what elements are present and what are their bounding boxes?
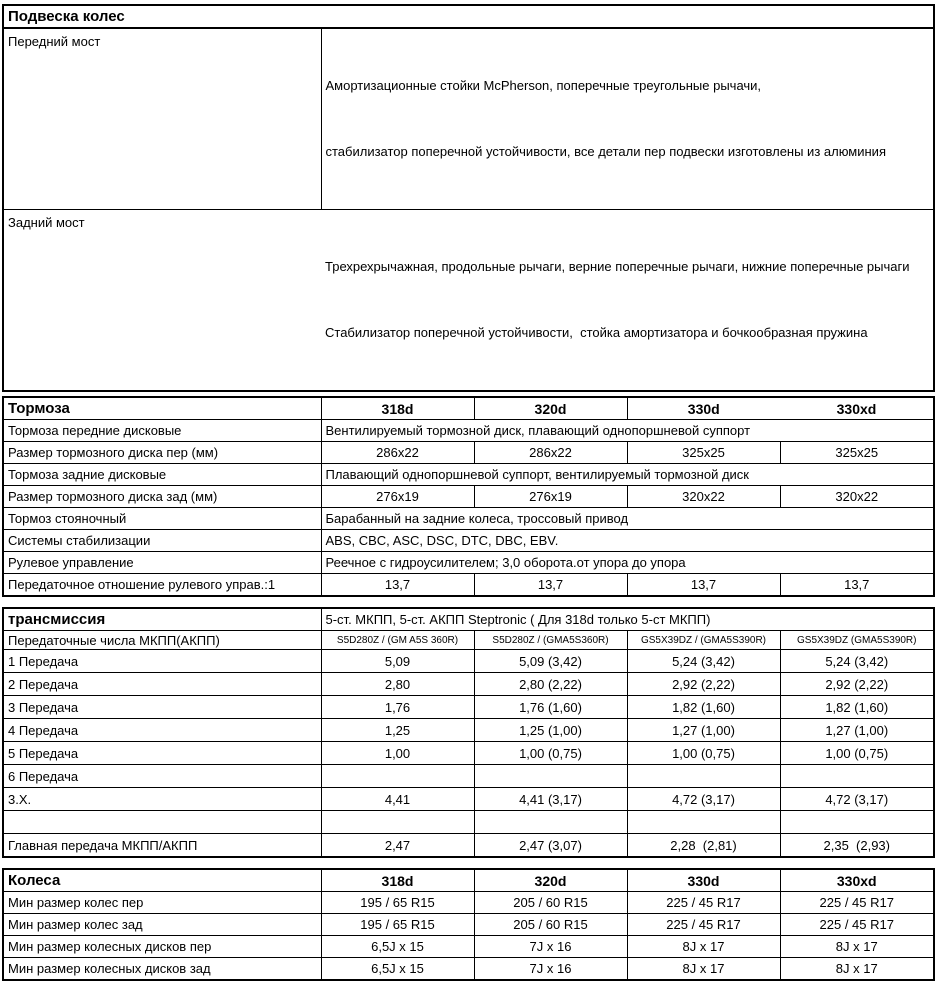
table-row: [3, 719, 934, 742]
table-header-row: [3, 397, 934, 420]
cell-value: [321, 811, 474, 834]
table-row: [3, 914, 934, 936]
row-label: [3, 811, 321, 834]
model-header: 318d: [321, 397, 474, 420]
cell-value: 225 / 45 R17: [780, 892, 934, 914]
table-row: [3, 5, 934, 28]
model-header: 318d: [321, 869, 474, 892]
cell-value: 1,00 (0,75): [474, 742, 627, 765]
row-label: Мин размер колесных дисков зад: [3, 958, 321, 981]
table-row: [3, 420, 934, 442]
cell-value: [780, 765, 934, 788]
cell-value: 1,00 (0,75): [627, 742, 780, 765]
cell-value: 195 / 65 R15: [321, 914, 474, 936]
row-label: Главная передача МКПП/АКПП: [3, 834, 321, 858]
cell-value: 8J x 17: [780, 936, 934, 958]
row-label: Системы стабилизации: [3, 530, 321, 552]
cell-value: 276x19: [474, 486, 627, 508]
cell-value: 1,27 (1,00): [627, 719, 780, 742]
cell-value: 7J x 16: [474, 958, 627, 981]
row-label: Передаточные числа МКПП(АКПП): [3, 631, 321, 650]
cell-value: [321, 765, 474, 788]
row-label: Тормоза передние дисковые: [3, 420, 321, 442]
value-line: Стабилизатор поперечной устойчивости, стойка амортизатора и бочкообразная пружина: [325, 325, 868, 340]
cell-value: [474, 811, 627, 834]
row-value-span: 5-ст. МКПП, 5-ст. АКПП Steptronic ( Для 318d только 5-ст МКПП): [321, 608, 934, 631]
table-title: Колеса: [3, 869, 321, 892]
row-label: Мин размер колес пер: [3, 892, 321, 914]
cell-value: 2,92 (2,22): [627, 673, 780, 696]
cell-value: 320x22: [780, 486, 934, 508]
model-header: 320d: [474, 869, 627, 892]
value-line: Трехрехрычажная, продольные рычаги, верние поперечные рычаги, нижние поперечные рычаги: [325, 259, 910, 274]
row-value-span: Барабанный на задние колеса, троссовый привод: [321, 508, 934, 530]
value-line: стабилизатор поперечной устойчивости, все детали пер подвески изготовлены из алюминия: [325, 144, 886, 159]
cell-value: 8J x 17: [627, 936, 780, 958]
cell-value: 325x25: [780, 442, 934, 464]
cell-value: 2,80 (2,22): [474, 673, 627, 696]
row-label: 3 Передача: [3, 696, 321, 719]
table-row: [3, 958, 934, 981]
gearbox-code: S5D280Z / (GMA5S360R): [474, 631, 627, 650]
cell-value: 6,5J x 15: [321, 936, 474, 958]
table-title: Тормоза: [3, 397, 321, 420]
cell-value: 2,47 (3,07): [474, 834, 627, 858]
cell-value: 4,72 (3,17): [780, 788, 934, 811]
row-label: 6 Передача: [3, 765, 321, 788]
row-label: 1 Передача: [3, 650, 321, 673]
cell-value: [780, 811, 934, 834]
cell-value: 325x25: [627, 442, 780, 464]
table-row: [3, 936, 934, 958]
cell-value: 286x22: [321, 442, 474, 464]
cell-value: 225 / 45 R17: [627, 914, 780, 936]
row-label: 2 Передача: [3, 673, 321, 696]
model-header: 330xd: [780, 869, 934, 892]
row-label: Размер тормозного диска пер (мм): [3, 442, 321, 464]
row-label: Задний мост: [3, 210, 321, 392]
table-row: [3, 486, 934, 508]
cell-value: 1,25 (1,00): [474, 719, 627, 742]
wheels-table: [2, 868, 935, 981]
table-row: [3, 464, 934, 486]
table-title: Подвеска колес: [3, 5, 934, 28]
table-header-row: [3, 869, 934, 892]
cell-value: 2,47: [321, 834, 474, 858]
cell-value: 6,5J x 15: [321, 958, 474, 981]
cell-value: 2,35 (2,93): [780, 834, 934, 858]
suspension-table: [2, 4, 935, 392]
cell-value: 13,7: [474, 574, 627, 597]
cell-value: 1,00: [321, 742, 474, 765]
cell-value: 2,28 (2,81): [627, 834, 780, 858]
cell-value: 5,09: [321, 650, 474, 673]
table-row: [3, 788, 934, 811]
cell-value: 5,24 (3,42): [627, 650, 780, 673]
cell-value: 13,7: [627, 574, 780, 597]
gearbox-code: GS5X39DZ (GMA5S390R): [780, 631, 934, 650]
cell-value: 1,27 (1,00): [780, 719, 934, 742]
cell-value: 286x22: [474, 442, 627, 464]
cell-value: 195 / 65 R15: [321, 892, 474, 914]
model-header: 320d: [474, 397, 627, 420]
row-label: Тормоз стояночный: [3, 508, 321, 530]
row-label: Размер тормозного диска зад (мм): [3, 486, 321, 508]
cell-value: 4,41: [321, 788, 474, 811]
table-row: [3, 696, 934, 719]
table-row: [3, 834, 934, 858]
table-row: [3, 508, 934, 530]
row-label: Передний мост: [3, 28, 321, 210]
model-header: 330xd: [780, 397, 934, 420]
row-value-span: Плавающий однопоршневой суппорт, вентилируемый тормозной диск: [321, 464, 934, 486]
table-row-empty: [3, 811, 934, 834]
cell-value: 1,76 (1,60): [474, 696, 627, 719]
row-value-span: Реечное с гидроусилителем; 3,0 оборота.от упора до упора: [321, 552, 934, 574]
table-row: [3, 28, 934, 210]
transmission-table: [2, 607, 935, 858]
row-value-span: Вентилируемый тормозной диск, плавающий однопоршневой суппорт: [321, 420, 934, 442]
cell-value: 4,41 (3,17): [474, 788, 627, 811]
cell-value: 1,25: [321, 719, 474, 742]
cell-value: 13,7: [321, 574, 474, 597]
cell-value: 225 / 45 R17: [780, 914, 934, 936]
table-header-row: [3, 608, 934, 631]
cell-value: [474, 765, 627, 788]
row-label: Рулевое управление: [3, 552, 321, 574]
gearbox-code: GS5X39DZ / (GMA5S390R): [627, 631, 780, 650]
row-label: 4 Передача: [3, 719, 321, 742]
gearbox-codes-row: [3, 631, 934, 650]
table-row: [3, 892, 934, 914]
model-header: 330d: [627, 397, 780, 420]
model-header: 330d: [627, 869, 780, 892]
cell-value: 2,92 (2,22): [780, 673, 934, 696]
table-row: [3, 650, 934, 673]
cell-value: 1,76: [321, 696, 474, 719]
table-row: [3, 210, 934, 392]
brakes-table: [2, 396, 935, 597]
cell-value: 1,82 (1,60): [627, 696, 780, 719]
cell-value: 225 / 45 R17: [627, 892, 780, 914]
cell-value: [627, 811, 780, 834]
cell-value: 8J x 17: [627, 958, 780, 981]
cell-value: 1,82 (1,60): [780, 696, 934, 719]
table-row: [3, 442, 934, 464]
cell-value: 276x19: [321, 486, 474, 508]
table-row: [3, 552, 934, 574]
cell-value: 13,7: [780, 574, 934, 597]
cell-value: 7J x 16: [474, 936, 627, 958]
gearbox-code: S5D280Z / (GM A5S 360R): [321, 631, 474, 650]
row-label: Мин размер колес зад: [3, 914, 321, 936]
table-row: [3, 530, 934, 552]
table-row: [3, 742, 934, 765]
cell-value: 4,72 (3,17): [627, 788, 780, 811]
table-row: [3, 765, 934, 788]
cell-value: 5,09 (3,42): [474, 650, 627, 673]
cell-value: 320x22: [627, 486, 780, 508]
table-row: [3, 673, 934, 696]
cell-value: 2,80: [321, 673, 474, 696]
spec-document: [0, 4, 935, 976]
row-label: Мин размер колесных дисков пер: [3, 936, 321, 958]
cell-value: 205 / 60 R15: [474, 914, 627, 936]
row-label: 5 Передача: [3, 742, 321, 765]
cell-value: 8J x 17: [780, 958, 934, 981]
cell-value: 5,24 (3,42): [780, 650, 934, 673]
row-label: Тормоза задние дисковые: [3, 464, 321, 486]
row-value: [321, 28, 934, 210]
cell-value: 205 / 60 R15: [474, 892, 627, 914]
value-line: Амортизационные стойки McPherson, поперечные треугольные рычачи,: [325, 78, 762, 93]
table-row: [3, 574, 934, 597]
cell-value: 1,00 (0,75): [780, 742, 934, 765]
table-title: трансмиссия: [3, 608, 321, 631]
cell-value: [627, 765, 780, 788]
row-value: [321, 210, 934, 392]
row-value-span: ABS, CBC, ASC, DSC, DTC, DBC, EBV.: [321, 530, 934, 552]
row-label: Передаточное отношение рулевого управ.:1: [3, 574, 321, 597]
row-label: 3.Х.: [3, 788, 321, 811]
